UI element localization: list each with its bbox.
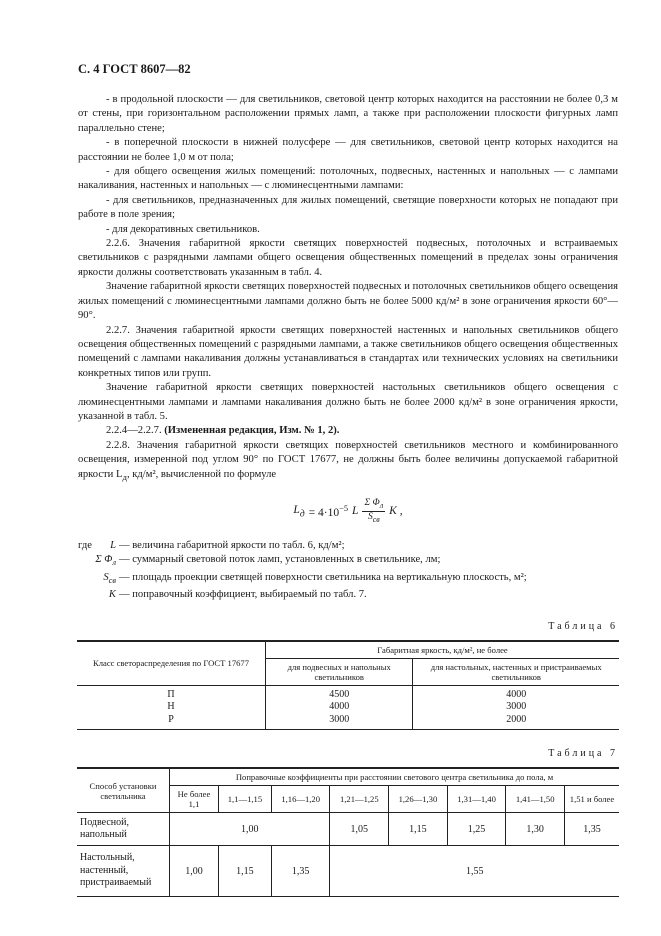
page-header: С. 4 ГОСТ 8607—82 [78,62,191,76]
formula-lhs [293,504,304,519]
def-text: — площадь проекции светящей поверхности светильника на вертикальную плоскость, м²; [119,571,527,583]
formula-exp: −5 [339,504,349,514]
table7-cell: 1,55 [330,846,619,897]
paragraph-228-text: 2.2.8. Значения габаритной яркости светящих поверхностей светильников местного и комбинированного освещения, измеренной под углом 90° по ГОСТ 17677, не должны быть более величины допускаемой габаритной яркости L [78,439,618,480]
table7-cell: 1,25 [447,813,506,846]
def-symbol-sub: св [108,575,116,585]
document-page [78,62,618,897]
formula-num-text: Σ Φ [364,498,380,509]
table-row [77,714,619,730]
formula-rhs: K , [389,505,403,518]
table7-cell: 1,05 [330,813,389,846]
definition-row [78,539,618,553]
table6-cell-class: Р [77,714,266,730]
table-row [77,685,619,701]
formula [78,498,618,525]
table7-row-label: Настольный, настенный, пристраиваемый [77,846,170,897]
table7-cell: 1,00 [170,813,330,846]
def-symbol-sub: л [112,558,116,568]
table7-cell: 1,30 [506,813,565,846]
table7-col: 1,21—1,25 [330,786,389,813]
table7-col-method: Способ установки светильника [77,768,170,813]
def-symbol: K [108,589,116,601]
formula-mid: L [352,505,359,518]
table7-col: 1,26—1,30 [389,786,448,813]
definition-row [78,553,618,571]
table6-cell-class: П [167,688,175,700]
table-row [77,701,619,714]
def-symbol [78,571,119,589]
formula-eq [309,504,348,519]
formula-den-sub: св [372,514,380,524]
formula-fraction [362,498,385,525]
table7-col: 1,1—1,15 [219,786,272,813]
table7-group-header: Поправочные коэффициенты при расстоянии светового центра светильника до пола, м [170,768,620,786]
definitions [78,539,618,603]
formula-num-sub: л [379,500,384,510]
def-symbol [78,553,119,571]
amendment-prefix: 2.2.4—2.2.7. [106,425,162,437]
paragraph: - в продольной плоскости — для светильников, световой центр которых находится на расстоянии не более 0,3 м от стены, при горизонтальном расположении прямых ламп, а также при расположении плоскости фигурных ламп параллельно стене; [78,94,618,134]
table6-col-desk: для настольных, настенных и пристраиваемых светильников [413,658,619,685]
formula-denominator [368,512,380,525]
formula-sub: д [299,508,305,520]
table7-cell: 1,15 [219,846,272,897]
table7-cell: 1,35 [271,846,330,897]
table7-row-label: Подвесной, напольный [77,813,170,846]
formula-den-text: S [367,511,373,522]
where-word: где [78,539,92,551]
table7-cell: 1,35 [565,813,620,846]
paragraph: Значение габаритной яркости светящих поверхностей настольных светильников общего освещения с люминесцентными лампами и лампами накаливания должно быть не более 2000 кд/м² в зоне ограничения яркости, указанной в табл. 5. [78,382,618,422]
table6 [77,640,619,731]
definition-row [78,588,618,602]
table7-cell: 1,00 [170,846,219,897]
formula-eq-text: = 4·10 [308,506,340,519]
table-row [77,813,619,846]
table6-caption: Таблица 6 [548,620,618,632]
table7-col: Не более 1,1 [170,786,219,813]
table6-cell-class: Н [167,701,175,713]
def-symbol: L [110,539,116,551]
body-text [78,93,618,484]
table6-col-hanging: для подвесных и напольных светильников [266,658,413,685]
table6-cell-a: 4000 [266,701,413,714]
table6-cell-b: 3000 [413,701,619,714]
def-text: — суммарный световой поток ламп, установленных в светильнике, лм; [119,554,441,566]
table7-col: 1,51 и более [565,786,620,813]
table-row [77,846,619,897]
def-symbol-text: Σ Φ [95,554,113,566]
amendment-bold: (Измененная редакция, Изм. № 1, 2). [164,425,340,437]
table6-col-class: Класс светораспределения по ГОСТ 17677 [77,641,266,686]
paragraph-228-tail: , кд/м², вычисленной по формуле [126,468,277,480]
def-text: — величина габаритной яркости по табл. 6, кд/м²; [119,539,345,551]
paragraph: - для общего освещения жилых помещений: потолочных, подвесных, настенных и напольных — с лампами накаливания, настенных и напольных — с люминесцентными лампами: [78,166,618,192]
formula-numerator [362,498,385,512]
subscript: д [122,471,127,482]
table6-cell-a: 4500 [266,685,413,701]
amendment-note [78,424,618,438]
paragraph-228 [78,439,618,484]
table6-cell-a: 3000 [266,714,413,730]
table7 [77,767,619,897]
formula-symbol: L [293,503,300,516]
paragraph: - для светильников, предназначенных для жилых помещений, светящие поверхности которых не попадают при работе в поле зрения; [78,194,618,221]
table7-cell: 1,15 [389,813,448,846]
table6-group-header: Габаритная яркость, кд/м², не более [266,641,620,659]
def-symbol-text: S [103,571,109,583]
paragraph-227: 2.2.7. Значения габаритной яркости светящих поверхностей настенных и напольных светильников общего освещения общественных помещений с разрядными лампами, а также светильников общего освещения общественных помещений с лампами накаливания должны устанавливаться в стандартах или технических условиях на светильники конкретных типов или групп. [78,324,618,379]
table7-col: 1,41—1,50 [506,786,565,813]
table6-cell-b: 4000 [413,685,619,701]
table6-cell-b: 2000 [413,714,619,730]
table7-col: 1,16—1,20 [271,786,330,813]
table7-col: 1,31—1,40 [447,786,506,813]
def-text: — поправочный коэффициент, выбираемый по табл. 7. [119,589,367,601]
paragraph: - в поперечной плоскости в нижней полусфере — для светильников, световой центр которых находится на расстоянии не более 1,0 м от пола; [78,137,618,163]
paragraph-226: 2.2.6. Значения габаритной яркости светящих поверхностей подвесных, потолочных и встраиваемых светильников с разрядными лампами общего освещения общественных помещений в пределах зоны ограничения яркости должны соответствовать указанным в табл. 4. [78,238,618,278]
table7-caption: Таблица 7 [548,748,618,760]
definition-row [78,571,618,589]
paragraph: Значение габаритной яркости светящих поверхностей подвесных и потолочных светильников общего освещения жилых помещений с люминесцентными лампами должно быть не более 5000 кд/м² в зоне ограничения яркости 60°—90°. [78,281,618,322]
paragraph: - для декоративных светильников. [106,223,260,235]
